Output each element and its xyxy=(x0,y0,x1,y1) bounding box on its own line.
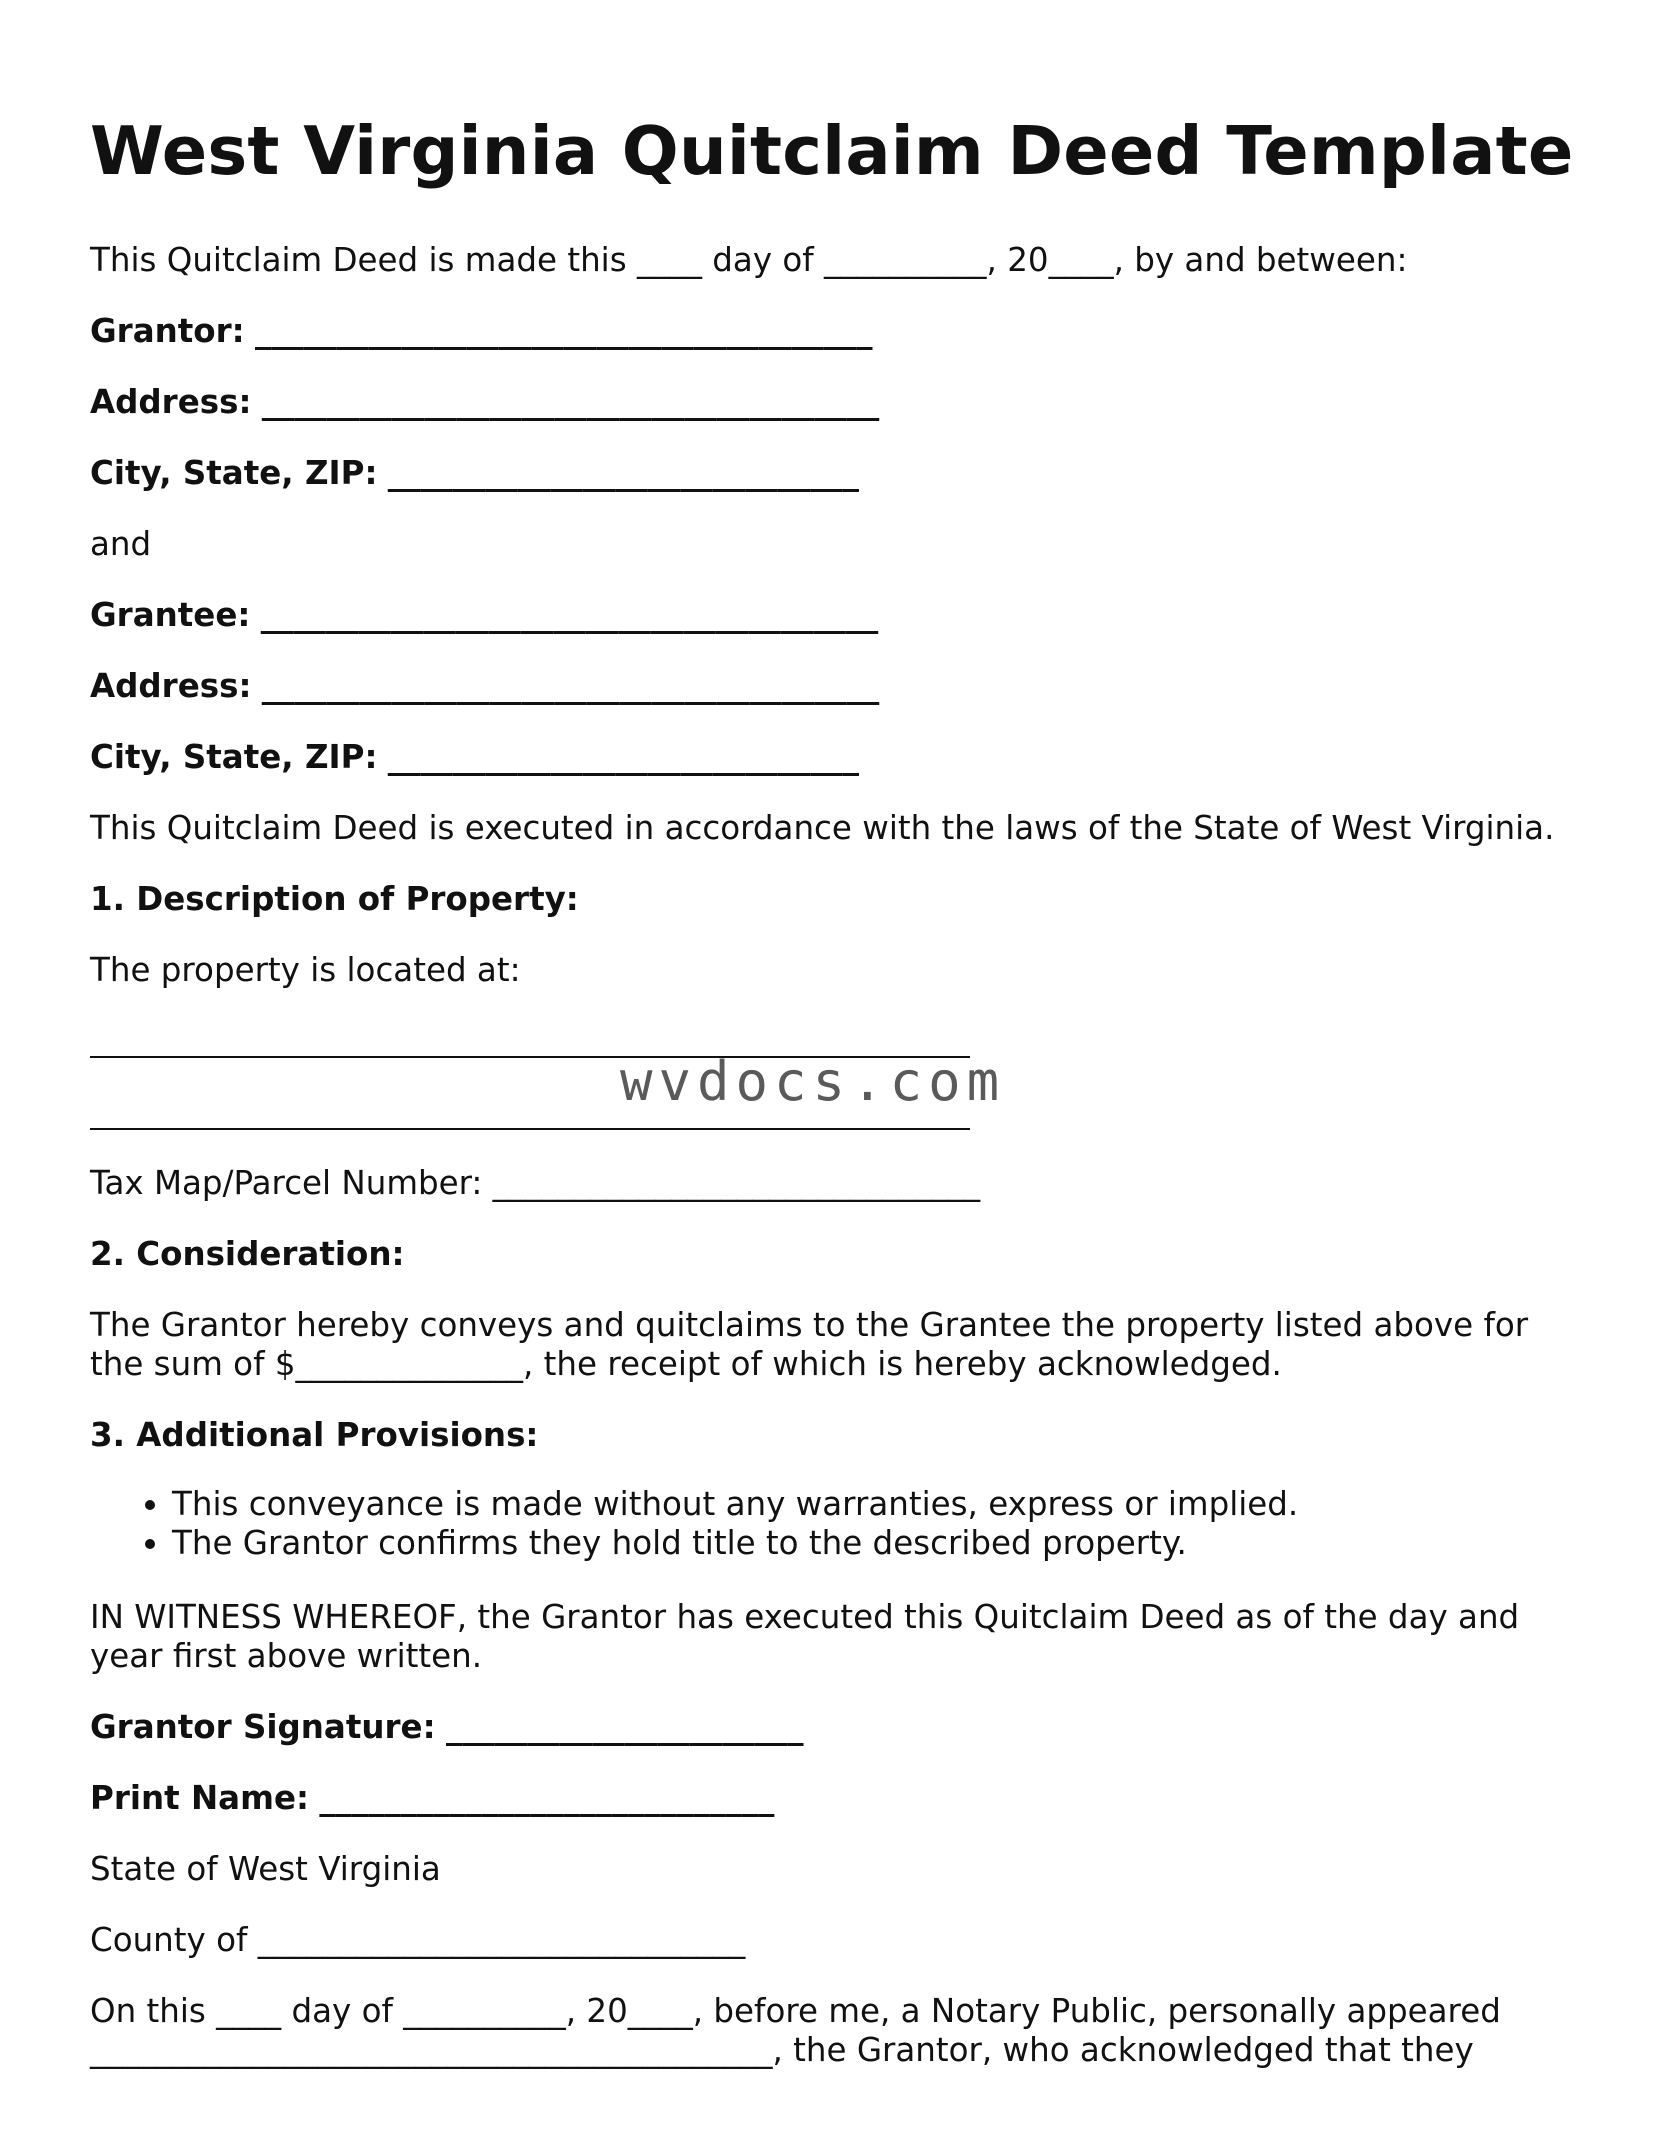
provisions-list xyxy=(90,1485,1298,1563)
and-text: and xyxy=(90,525,152,563)
grantee-address-blank[interactable]: ______________________________________ xyxy=(261,667,880,705)
grantor-address-blank[interactable]: ______________________________________ xyxy=(261,383,880,421)
grantee-city-blank[interactable]: _____________________________ xyxy=(387,738,860,776)
grantor-signature-field[interactable] xyxy=(90,1707,803,1747)
grantor-name-field[interactable] xyxy=(90,311,873,351)
grantee-address-field[interactable] xyxy=(90,666,879,706)
section1-heading: 1. Description of Property: xyxy=(90,880,579,918)
law-statement: This Quitclaim Deed is executed in accordance with the laws of the State of West Virginia. xyxy=(90,809,1555,847)
property-location-text: The property is located at: xyxy=(90,951,521,989)
notary-state: State of West Virginia xyxy=(90,1850,441,1888)
property-address-line-2[interactable] xyxy=(90,1128,970,1130)
notary-line-2[interactable]: __________________________________________, the Grantor, who acknowledged that they xyxy=(90,2031,1474,2069)
grantor-city-blank[interactable]: _____________________________ xyxy=(387,454,860,492)
grantor-name-blank[interactable]: ______________________________________ xyxy=(255,312,873,350)
grantor-name-label: Grantor: xyxy=(90,312,245,350)
list-item: • The Grantor confirms they hold title to the described property. xyxy=(172,1524,1298,1563)
grantor-city-field[interactable] xyxy=(90,453,859,493)
consideration-line-1: The Grantor hereby conveys and quitclaims to the Grantee the property listed above for xyxy=(90,1306,1529,1344)
section2-heading: 2. Consideration: xyxy=(90,1235,405,1273)
grantee-name-field[interactable] xyxy=(90,595,878,635)
grantee-address-label: Address: xyxy=(90,667,252,705)
grantee-name-label: Grantee: xyxy=(90,596,251,634)
intro-text: This Quitclaim Deed is made this ____ day of __________, 20____, by and between: xyxy=(90,241,1408,279)
grantor-address-label: Address: xyxy=(90,383,252,421)
witness-line-1: IN WITNESS WHEREOF, the Grantor has executed this Quitclaim Deed as of the day and xyxy=(90,1598,1520,1636)
notary-line-1[interactable]: On this ____ day of __________, 20____, before me, a Notary Public, personally appeared xyxy=(90,1992,1501,2030)
section3-heading: 3. Additional Provisions: xyxy=(90,1416,539,1454)
print-name-field[interactable] xyxy=(90,1778,774,1818)
list-item: • This conveyance is made without any warranties, express or implied. xyxy=(172,1485,1298,1524)
grantee-city-field[interactable] xyxy=(90,737,859,777)
print-name-blank[interactable]: ____________________________ xyxy=(319,1779,775,1817)
watermark: wvdocs.com xyxy=(620,1050,1006,1113)
grantee-city-label: City, State, ZIP: xyxy=(90,738,378,776)
witness-line-2: year first above written. xyxy=(90,1637,483,1675)
print-name-label: Print Name: xyxy=(90,1779,310,1817)
grantor-signature-label: Grantor Signature: xyxy=(90,1708,436,1746)
notary-county-field[interactable]: County of ______________________________ xyxy=(90,1921,746,1959)
consideration-line-2[interactable]: the sum of $______________, the receipt of which is hereby acknowledged. xyxy=(90,1345,1282,1383)
grantor-address-field[interactable] xyxy=(90,382,879,422)
page-title: West Virginia Quitclaim Deed Template xyxy=(90,112,1574,190)
grantee-name-blank[interactable]: ______________________________________ xyxy=(260,596,879,634)
grantor-city-label: City, State, ZIP: xyxy=(90,454,378,492)
tax-map-field[interactable]: Tax Map/Parcel Number: ______________________________ xyxy=(90,1164,981,1202)
grantor-signature-blank[interactable]: ______________________ xyxy=(445,1708,804,1746)
